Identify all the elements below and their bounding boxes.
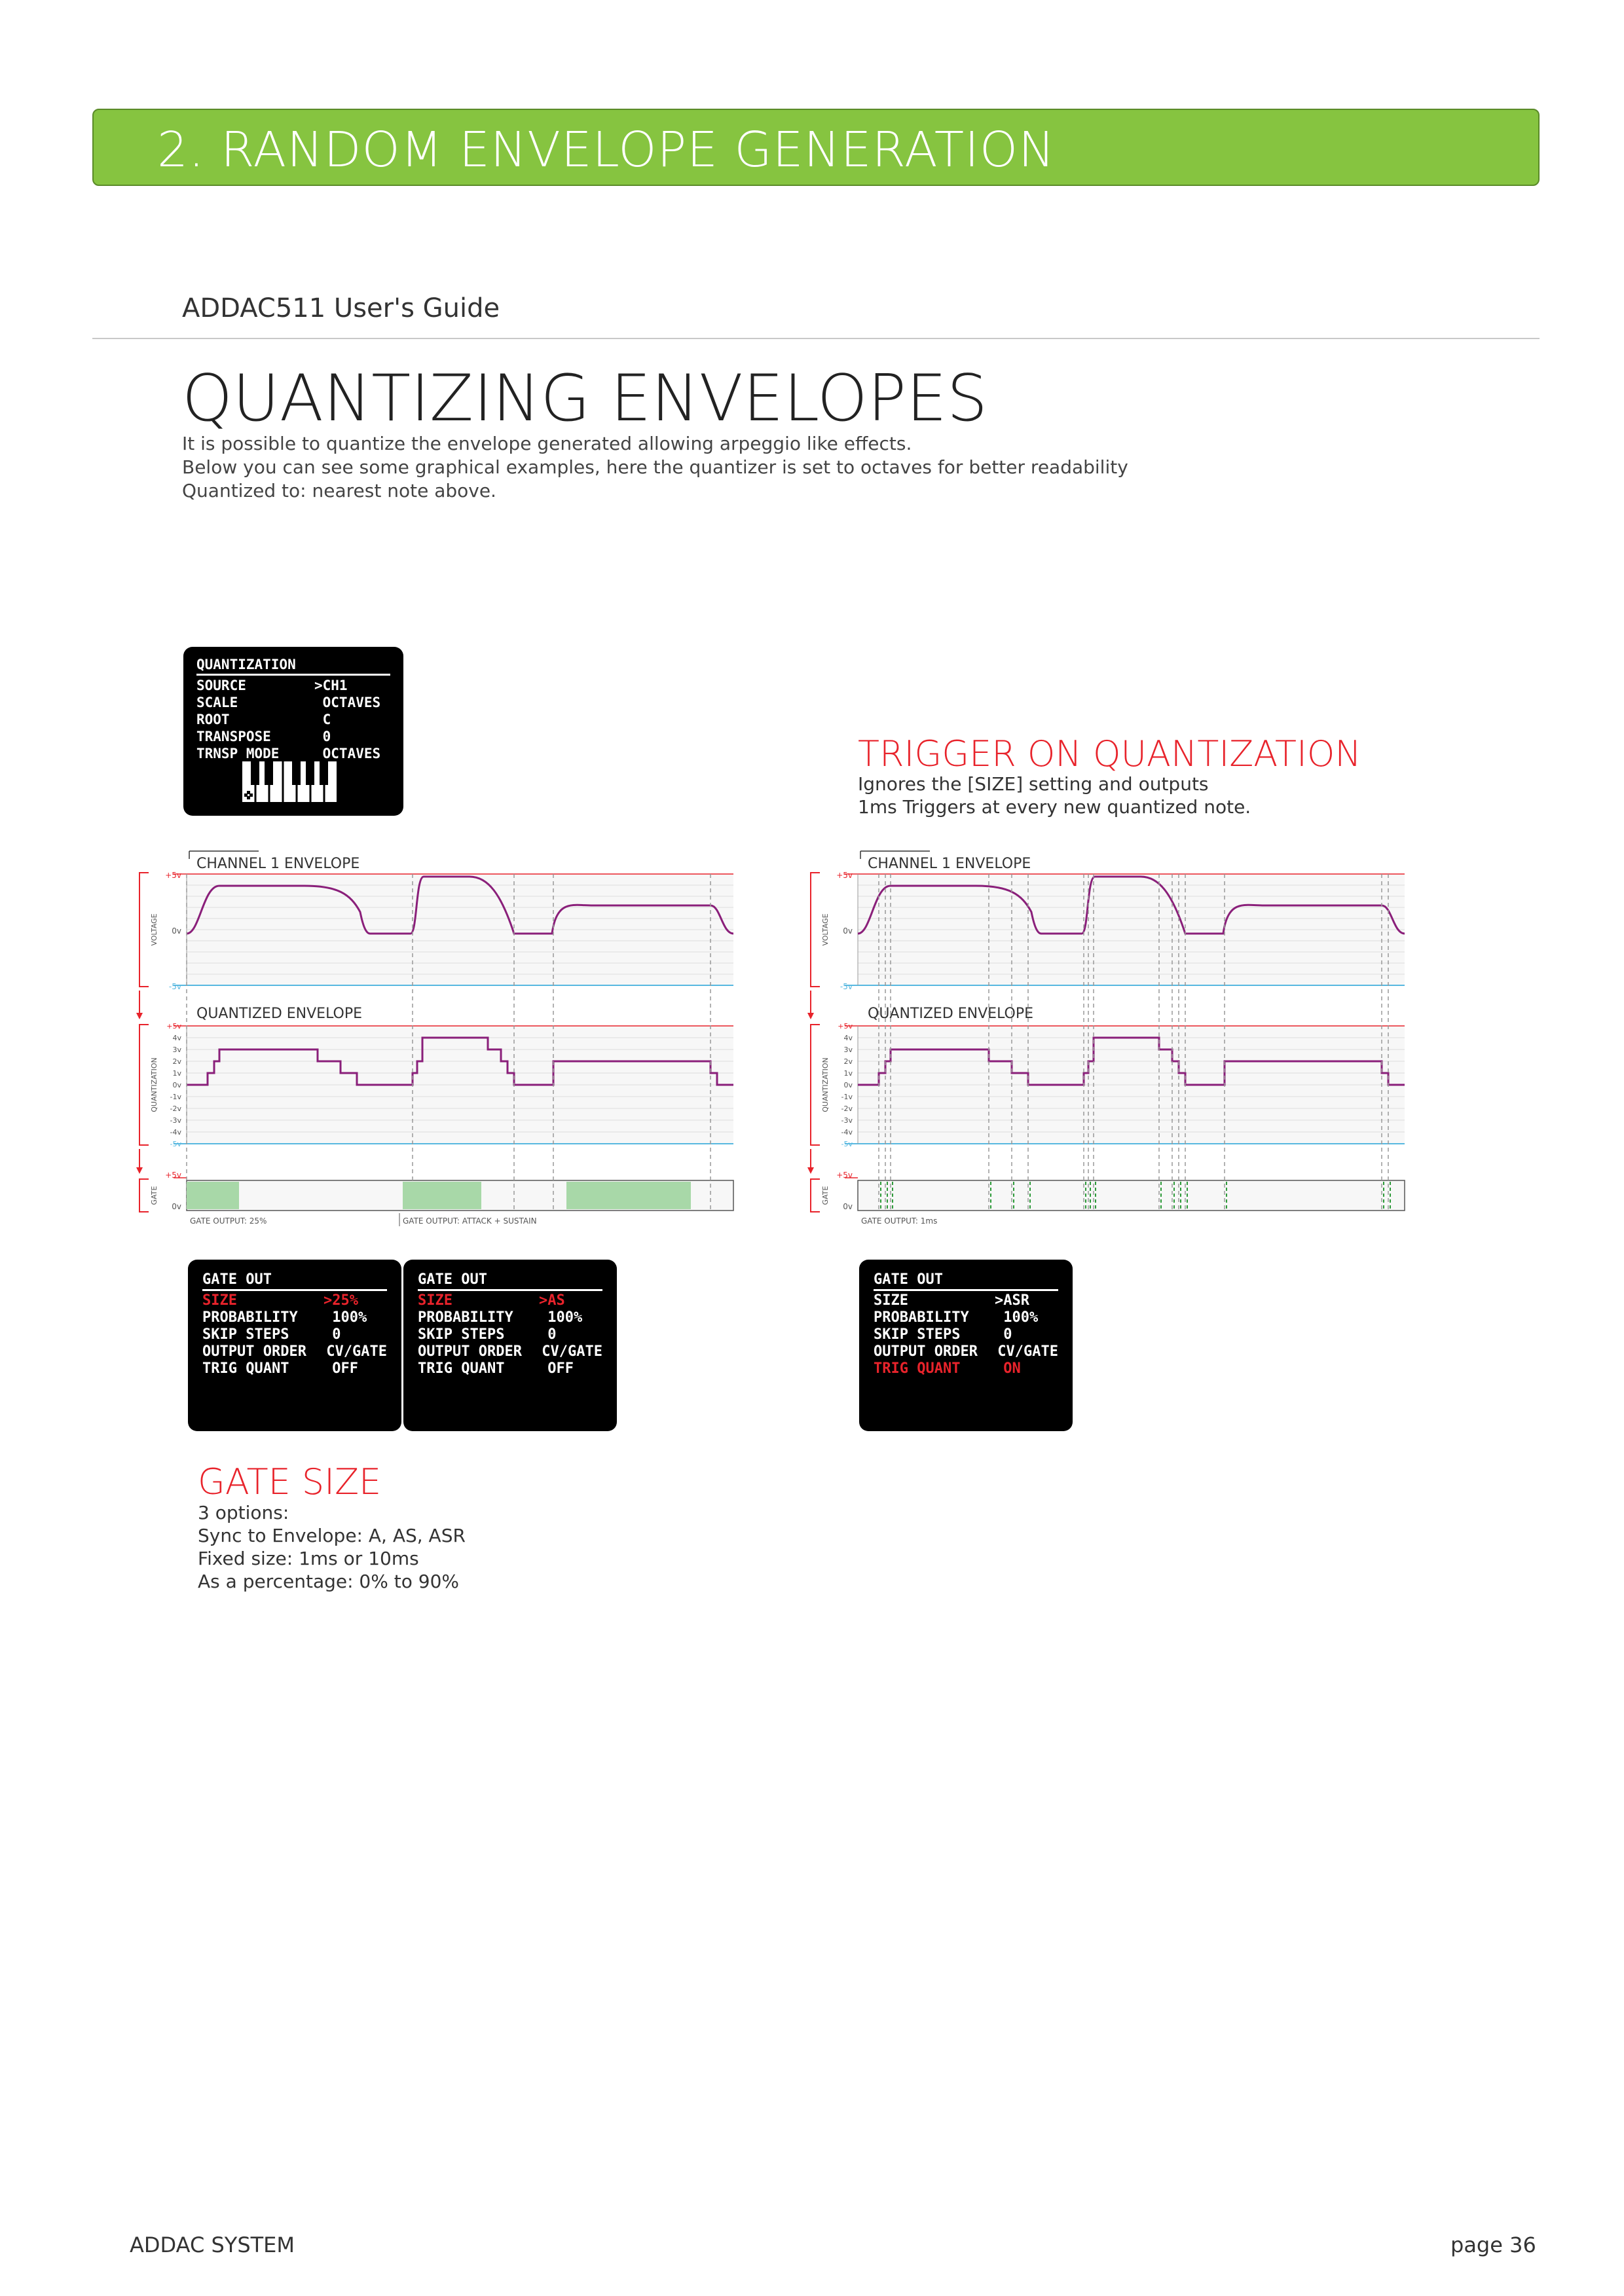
gate-pulse — [187, 1182, 239, 1209]
quantized-label: QUANTIZED ENVELOPE — [868, 1006, 1034, 1022]
tick-label: -2v — [170, 1104, 181, 1113]
trigger-title: TRIGGER ON QUANTIZATION — [858, 733, 1361, 774]
voltage-bracket — [139, 873, 149, 987]
tick-label: 4v — [843, 1034, 853, 1042]
screen-row: PROBABILITY 100% — [202, 1309, 367, 1326]
gate-bracket — [139, 1179, 149, 1212]
gate-size-line: 3 options: — [198, 1502, 289, 1523]
gate-screen-25 — [188, 1260, 401, 1431]
guide-title: ADDAC511 User's Guide — [182, 293, 500, 323]
gate-note: GATE OUTPUT: ATTACK + SUSTAIN — [403, 1216, 537, 1226]
tick-label: +5v — [165, 1171, 181, 1180]
gate-axis-label: GATE — [150, 1186, 158, 1205]
tick-label: +5v — [836, 871, 853, 880]
gate-note: GATE OUTPUT: 1ms — [861, 1216, 938, 1226]
tick-label: 1v — [843, 1069, 853, 1078]
screen-row: OUTPUT ORDER CV/GATE — [874, 1343, 1058, 1360]
intro-line: It is possible to quantize the envelope generated allowing arpeggio like effects. — [182, 433, 912, 454]
tick-label: +5v — [836, 1171, 853, 1180]
arrow-head — [807, 1013, 814, 1019]
tick-label: +5v — [166, 1022, 181, 1030]
tick-label: 0v — [843, 1202, 853, 1211]
screen-row: TRANSPOSE 0 — [196, 729, 331, 744]
screen-title: GATE OUT — [418, 1271, 602, 1291]
tick-label: 3v — [843, 1046, 853, 1054]
tick-label: 0v — [843, 1081, 853, 1089]
screen-row: OUTPUT ORDER CV/GATE — [418, 1343, 602, 1360]
tick-label: -5v — [840, 982, 853, 991]
gate-bracket — [811, 1179, 820, 1212]
trigger-line: 1ms Triggers at every new quantized note. — [858, 796, 1251, 818]
envelope-label: CHANNEL 1 ENVELOPE — [868, 856, 1031, 872]
screen-title: QUANTIZATION — [196, 656, 390, 676]
voltage-axis-label: VOLTAGE — [150, 913, 158, 946]
tick-label: -5v — [170, 1140, 181, 1148]
screen-row: OUTPUT ORDER CV/GATE — [202, 1343, 387, 1360]
screen-row: SIZE >ASR — [874, 1292, 1029, 1309]
tick-label: -4v — [841, 1128, 853, 1137]
screen-row: TRIG QUANT OFF — [418, 1360, 574, 1377]
tick-label: 3v — [172, 1046, 181, 1054]
gate-screen-as — [403, 1260, 617, 1431]
screen-row: PROBABILITY 100% — [874, 1309, 1039, 1326]
screen-row: SKIP STEPS 0 — [202, 1326, 341, 1343]
tick-label: -3v — [841, 1116, 853, 1125]
tick-label: -2v — [841, 1104, 853, 1113]
tick-label: 0v — [172, 926, 181, 936]
tick-label: -5v — [841, 1140, 853, 1148]
tick-label: -1v — [841, 1093, 853, 1101]
tick-label: +5v — [165, 871, 181, 880]
screen-row: SKIP STEPS 0 — [874, 1326, 1012, 1343]
footer-brand: ADDAC SYSTEM — [130, 2232, 295, 2257]
screen-row-size: SIZE >AS — [418, 1292, 565, 1309]
tick-label: -1v — [170, 1093, 181, 1101]
trigger-line: Ignores the [SIZE] setting and outputs — [858, 773, 1209, 795]
tick-label: 2v — [843, 1057, 853, 1066]
quant-axis-label: QUANTIZATION — [821, 1057, 830, 1112]
arrow-head — [136, 1167, 143, 1174]
quant-axis-label: QUANTIZATION — [150, 1057, 158, 1112]
tick-label: -5v — [168, 982, 181, 991]
screen-row: ROOT C — [196, 712, 331, 727]
gate-pulse — [566, 1182, 691, 1209]
tick-label: 0v — [843, 926, 853, 936]
gate-panel — [858, 1180, 1405, 1211]
gate-size-title: GATE SIZE — [198, 1461, 382, 1503]
envelope-label: CHANNEL 1 ENVELOPE — [196, 856, 360, 872]
quant-bracket — [811, 1025, 820, 1145]
tick-label: 0v — [172, 1081, 181, 1089]
screen-row: TRIG QUANT OFF — [202, 1360, 358, 1377]
banner-title: 2. RANDOM ENVELOPE GENERATION — [157, 122, 1056, 178]
intro-line: Below you can see some graphical examples, here the quantizer is set to octaves for better readability — [182, 456, 1128, 478]
tick-label: +5v — [838, 1022, 853, 1030]
tick-label: 1v — [172, 1069, 181, 1078]
arrow-head — [807, 1167, 814, 1174]
gate-size-description — [198, 1501, 466, 1593]
gate-note: GATE OUTPUT: 25% — [190, 1216, 267, 1226]
screen-row-size: SIZE >25% — [202, 1292, 358, 1309]
gate-size-line: Sync to Envelope: A, AS, ASR — [198, 1525, 466, 1546]
quant-bracket — [139, 1025, 149, 1145]
tick-label: -3v — [170, 1116, 181, 1125]
gate-size-line: Fixed size: 1ms or 10ms — [198, 1548, 419, 1569]
tick-label: 2v — [172, 1057, 181, 1066]
tick-label: -4v — [170, 1128, 181, 1137]
gate-screen-asr — [859, 1260, 1073, 1431]
screen-row: SCALE OCTAVES — [196, 695, 381, 710]
page-number: page 36 — [1450, 2232, 1536, 2257]
screen-title: GATE OUT — [202, 1271, 387, 1291]
quantized-label: QUANTIZED ENVELOPE — [196, 1006, 363, 1022]
gate-size-line: As a percentage: 0% to 90% — [198, 1571, 459, 1592]
voltage-axis-label: VOLTAGE — [821, 913, 830, 946]
page-title: QUANTIZING ENVELOPES — [182, 361, 988, 436]
tick-label: 4v — [172, 1034, 181, 1042]
screen-row: SOURCE >CH1 — [196, 678, 348, 693]
screen-row: PROBABILITY 100% — [418, 1309, 583, 1326]
voltage-bracket — [811, 873, 820, 987]
arrow-head — [136, 1013, 143, 1019]
gate-pulse — [403, 1182, 481, 1209]
gate-axis-label: GATE — [821, 1186, 830, 1205]
screen-row: TRNSP MODE OCTAVES — [196, 746, 381, 761]
tick-label: 0v — [172, 1202, 181, 1211]
screen-title: GATE OUT — [874, 1271, 1058, 1291]
intro-line: Quantized to: nearest note above. — [182, 480, 496, 501]
screen-row-trig: TRIG QUANT ON — [874, 1360, 1021, 1377]
screen-row: SKIP STEPS 0 — [418, 1326, 557, 1343]
